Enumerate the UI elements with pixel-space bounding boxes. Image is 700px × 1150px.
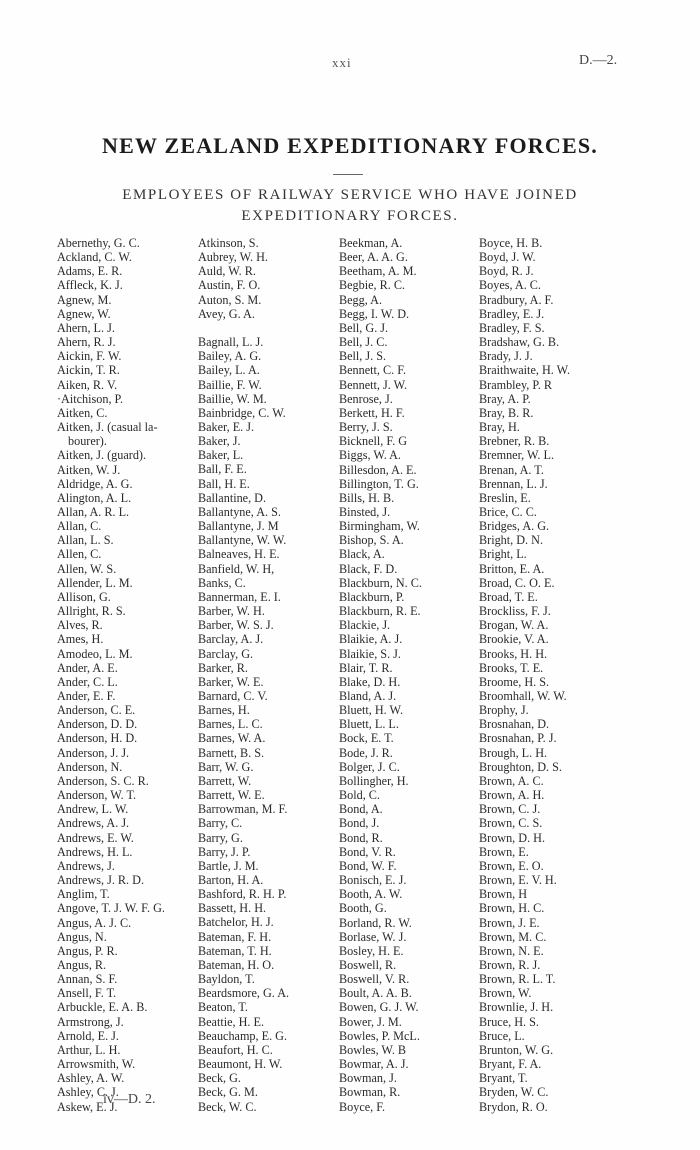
- name-entry: Brown, E. V. H.: [479, 873, 557, 888]
- name-entry: Boswell, R.: [339, 957, 397, 972]
- name-entry: Braithwaite, H. W.: [479, 363, 571, 378]
- name-entry: Blackburn, N. C.: [339, 575, 422, 590]
- name-entry: Binsted, J.: [339, 504, 391, 519]
- name-entry: Bills, H. B.: [339, 490, 395, 505]
- name-entry: Boyd, R. J.: [479, 264, 534, 279]
- name-entry: Brown, R. J.: [479, 957, 541, 972]
- title-rule: [333, 174, 363, 175]
- name-entry: Bryden, W. C.: [479, 1085, 549, 1100]
- name-entry: Brown, W.: [479, 986, 532, 1001]
- name-entry: Auton, S. M.: [198, 292, 262, 307]
- name-entry: Borlase, W. J.: [339, 929, 407, 944]
- name-entry: Aubrey, W. H.: [198, 250, 268, 265]
- name-entry: Blackie, J.: [339, 618, 391, 633]
- name-entry: Borland, R. W.: [339, 915, 412, 930]
- name-entry: Barnes, H.: [198, 703, 250, 718]
- name-entry: Bell, J. S.: [339, 349, 387, 364]
- name-entry: Agnew, M.: [57, 292, 112, 307]
- name-entry: Bryant, T.: [479, 1071, 528, 1086]
- name-entry: Brambley, P. R: [479, 377, 553, 392]
- name-entry: Bond, J.: [339, 816, 380, 831]
- name-entry: Angus, P. R.: [57, 943, 118, 958]
- name-entry: Barry, G.: [198, 830, 243, 845]
- name-entry: Bremner, W. L.: [479, 448, 554, 463]
- name-entry: Bell, J. C.: [339, 335, 388, 350]
- name-entry: Brown, H. C.: [479, 901, 545, 916]
- name-entry: Allender, L. M.: [57, 575, 133, 590]
- name-entry: Biggs, W. A.: [339, 448, 401, 463]
- name-entry: Aickin, T. R.: [57, 363, 120, 378]
- name-entry: Booth, G.: [339, 901, 387, 916]
- name-entry: Britton, E. A.: [479, 561, 545, 576]
- name-entry: Ballantyne, A. S.: [198, 504, 281, 519]
- name-entry: Barton, H. A.: [198, 873, 264, 888]
- name-entry: Ames, H.: [57, 632, 104, 647]
- name-entry: Anderson, J. J.: [57, 745, 130, 760]
- name-entry: Aldridge, A. G.: [57, 476, 133, 491]
- name-entry: Bradley, F. S.: [479, 320, 545, 335]
- name-entry: Barclay, A. J.: [198, 632, 264, 647]
- name-entry: Bradshaw, G. B.: [479, 335, 560, 350]
- name-entry: Bashford, R. H. P.: [198, 887, 287, 902]
- name-entry: Barry, J. P.: [198, 844, 251, 859]
- name-entry: Brough, L. H.: [479, 745, 548, 760]
- name-entry: Anderson, S. C. R.: [57, 773, 149, 788]
- name-entry: Andrews, H. L.: [57, 844, 133, 859]
- name-entry: Brydon, R. O.: [479, 1099, 548, 1114]
- name-entry: Bode, J. R.: [339, 745, 393, 760]
- name-entry: Agnew, W.: [57, 306, 111, 321]
- name-entry: Brooks, T. E.: [479, 660, 544, 675]
- name-entry: Aitken, J. (casual la-: [57, 420, 158, 435]
- name-entry: Begbie, R. C.: [339, 278, 406, 293]
- name-entry: Black, F. D.: [339, 561, 398, 576]
- name-entry: Avey, G. A.: [198, 306, 255, 321]
- name-entry: Beck, W. C.: [198, 1099, 257, 1114]
- names-column-3: [339, 236, 485, 1114]
- page-number: xxi: [332, 55, 352, 70]
- name-entry: Arnold, E. J.: [57, 1028, 119, 1043]
- name-entry: Allison, G.: [57, 589, 111, 604]
- name-entry: Barnard, C. V.: [198, 688, 268, 703]
- name-entry: Berkett, H. F.: [339, 405, 405, 420]
- name-entry: Bollingher, H.: [339, 773, 409, 788]
- name-entry: Barber, W. H.: [198, 604, 265, 619]
- name-entry: Blaikie, S. J.: [339, 646, 401, 661]
- name-entry: Bowmar, A. J.: [339, 1057, 409, 1072]
- name-entry: Bluett, L. L.: [339, 717, 399, 732]
- name-entry: ·Aitchison, P.: [57, 391, 124, 406]
- name-entry: Bright, D. N.: [479, 533, 543, 548]
- name-entry: Angus, R.: [57, 957, 107, 972]
- name-entry: Booth, A. W.: [339, 887, 403, 902]
- name-entry: Blackburn, R. E.: [339, 604, 421, 619]
- name-entry: Blaikie, A. J.: [339, 632, 403, 647]
- name-entry: Anderson, D. D.: [57, 717, 138, 732]
- name-entry: Andrews, E. W.: [57, 830, 134, 845]
- name-entry: Bond, R.: [339, 830, 383, 845]
- name-entry: Annan, S. F.: [57, 972, 118, 987]
- name-entry: Barrett, W. E.: [198, 788, 265, 803]
- name-entry: Beck, G.: [198, 1071, 241, 1086]
- name-entry: Boswell, V. R.: [339, 972, 410, 987]
- name-entry: Brown, C. J.: [479, 802, 541, 817]
- name-entry: Barry, C.: [198, 816, 243, 831]
- name-entry: Bainbridge, C. W.: [198, 405, 286, 420]
- name-entry: Ansell, F. T.: [57, 986, 117, 1001]
- name-entry: Breslin, E.: [479, 490, 531, 505]
- name-entry: Broughton, D. S.: [479, 759, 562, 774]
- name-entry: Baillie, W. M.: [198, 391, 267, 406]
- name-entry: Banks, C.: [198, 575, 246, 590]
- name-entry: Barker, R.: [198, 660, 248, 675]
- name-entry: Brown, A. H.: [479, 788, 545, 803]
- page-title: NEW ZEALAND EXPEDITIONARY FORCES.: [101, 133, 598, 158]
- name-entry: Bluett, H. W.: [339, 703, 403, 718]
- name-entry: Bowen, G. J. W.: [339, 1000, 419, 1015]
- name-entry: Beaton, T.: [198, 1000, 248, 1015]
- name-entry: Arrowsmith, W.: [57, 1057, 136, 1072]
- name-entry: Andrews, J.: [57, 858, 115, 873]
- name-entry: Allen, C.: [57, 547, 102, 562]
- name-entry: Bradley, E. J.: [479, 306, 545, 321]
- name-entry: Ander, E. F.: [57, 689, 116, 703]
- name-entry: Bartle, J. M.: [198, 858, 259, 873]
- name-entry: Boyd, J. W.: [479, 250, 536, 265]
- name-entry: Amodeo, L. M.: [57, 646, 133, 661]
- name-entry: Benrose, J.: [339, 391, 393, 406]
- name-entry: Brown, R. L. T.: [479, 972, 556, 987]
- name-entry: Allan, A. R. L.: [57, 504, 130, 519]
- name-entry: Beck, G. M.: [198, 1085, 258, 1100]
- name-entry: Billesdon, A. E.: [339, 462, 417, 477]
- name-entry: Boyce, F.: [339, 1099, 386, 1114]
- name-entry: Bruce, H. S.: [479, 1014, 539, 1029]
- name-entry: Brosnahan, D.: [479, 717, 550, 732]
- name-entry: Bowles, P. McL.: [339, 1028, 420, 1043]
- name-entry: Ahern, R. J.: [57, 335, 116, 350]
- name-entry: Bishop, S. A.: [339, 533, 404, 548]
- name-entry: Brown, A. C.: [479, 773, 544, 788]
- name-entry: Ander, C. L.: [57, 674, 118, 689]
- name-entry: Broad, C. O. E.: [479, 575, 555, 590]
- name-entry: Blackburn, P.: [339, 589, 405, 604]
- name-entry: Bateman, T. H.: [198, 943, 272, 958]
- name-entry: Blake, D. H.: [339, 674, 401, 689]
- names-column-2: [198, 236, 344, 1114]
- name-entry: Barr, W. G.: [198, 759, 254, 774]
- name-entry: Arbuckle, E. A. B.: [57, 1000, 148, 1015]
- name-entry: Bayldon, T.: [198, 972, 255, 987]
- name-entry: Ball, F. E.: [198, 462, 247, 477]
- name-entry: Abernethy, G. C.: [57, 236, 140, 250]
- name-entry: Brockliss, F. J.: [479, 604, 551, 619]
- name-entry: Andrews, J. R. D.: [57, 873, 145, 888]
- name-entry: Brady, J. J.: [479, 349, 533, 364]
- name-entry: Brown, E.: [479, 844, 529, 859]
- name-entry: Andrew, L. W.: [57, 802, 129, 817]
- name-entry: Angove, T. J. W. F. G.: [57, 901, 165, 916]
- name-entry: Allen, W. S.: [57, 561, 117, 576]
- name-entry: Bray, A. P.: [479, 391, 531, 406]
- name-entry: Barber, W. S. J.: [198, 618, 274, 633]
- section-subtitle: EMPLOYEES OF RAILWAY SERVICE WHO HAVE JOINED EXPEDITIONARY FORCES.: [122, 187, 578, 224]
- name-entry: Brown, E. O.: [479, 858, 544, 873]
- name-entry: Bennett, J. W.: [339, 377, 408, 392]
- name-entry: Brookie, V. A.: [479, 632, 549, 647]
- name-entry: Bannerman, E. I.: [198, 589, 281, 604]
- name-entry: Bowles, W. B: [339, 1042, 407, 1057]
- name-entry: Bennett, C. F.: [339, 363, 407, 378]
- name-entry: Bryant, F. A.: [479, 1057, 542, 1072]
- name-entry: Bold, C.: [339, 788, 380, 803]
- name-entry: Baker, E. J.: [198, 420, 255, 435]
- name-entry: Bolger, J. C.: [339, 759, 400, 774]
- name-entry: Ball, H. E.: [198, 476, 250, 491]
- name-entry: Brownlie, J. H.: [479, 1000, 554, 1015]
- name-entry: Brown, M. C.: [479, 929, 547, 944]
- name-entry: Beaufort, H. C.: [198, 1042, 273, 1057]
- name-entry: Brophy, J.: [479, 703, 529, 718]
- name-entry: Barrett, W.: [198, 773, 252, 788]
- name-entry: Bradbury, A. F.: [479, 292, 554, 307]
- name-entry: Aitken, W. J.: [57, 462, 121, 477]
- name-entry: Ballantine, D.: [198, 490, 267, 505]
- name-entry: Billington, T. G.: [339, 476, 419, 491]
- name-entry: Ashley, A. W.: [57, 1071, 125, 1086]
- name-entry: Bagnall, L. J.: [198, 335, 264, 350]
- name-entry: Aitken, J. (guard).: [57, 448, 147, 463]
- name-entry: Blair, T. R.: [339, 660, 393, 675]
- name-entry: Andrews, A. J.: [57, 816, 130, 831]
- name-entry: Bruce, L.: [479, 1028, 525, 1043]
- name-entry: Bicknell, F. G: [339, 434, 408, 449]
- name-entry: Bonisch, E. J.: [339, 873, 407, 888]
- name-entry: Baillie, F. W.: [198, 377, 262, 392]
- name-entry: Ballantyne, J. M: [198, 519, 279, 534]
- name-entry: Anderson, C. E.: [57, 703, 136, 718]
- name-entry: Bright, L.: [479, 547, 527, 562]
- name-entry: Barnett, B. S.: [198, 745, 265, 760]
- name-entry: Berry, J. S.: [339, 420, 393, 435]
- name-entry: Angus, N.: [57, 929, 107, 944]
- name-entry: Brown, C. S.: [479, 816, 543, 831]
- name-entry: Bailey, L. A.: [198, 363, 260, 378]
- name-entry: Alington, A. L.: [57, 490, 132, 505]
- name-entry: Armstrong, J.: [57, 1014, 124, 1029]
- name-entry: Allright, R. S.: [57, 604, 126, 619]
- name-entry: Batchelor, H. J.: [198, 915, 274, 930]
- name-entry: Brenan, A. T.: [479, 462, 544, 477]
- name-entry: Brooks, H. H.: [479, 646, 548, 661]
- name-entry: Ahern, L. J.: [57, 320, 115, 335]
- name-entry: Boult, A. A. B.: [339, 986, 412, 1001]
- name-entry: Bell, G. J.: [339, 320, 389, 335]
- name-entry: Beauchamp, E. G.: [198, 1028, 288, 1043]
- name-entry: Banfield, W. H,: [198, 561, 275, 576]
- name-entry: Beardsmore, G. A.: [198, 986, 290, 1001]
- name-entry: Angus, A. J. C.: [57, 915, 132, 930]
- name-entry: [198, 321, 344, 335]
- name-entry: Broome, H. S.: [479, 674, 550, 689]
- name-entry: Allan, L. S.: [57, 533, 114, 548]
- names-column-4: [479, 236, 625, 1114]
- name-entry: Beetham, A. M.: [339, 264, 417, 279]
- name-entry: Bland, A. J.: [339, 689, 397, 703]
- name-entry: Brennan, L. J.: [479, 476, 548, 491]
- name-entry: Barclay, G.: [198, 646, 254, 661]
- name-entry: Barker, W. E.: [198, 674, 264, 689]
- name-entry: Brogan, W. A.: [479, 618, 549, 633]
- name-entry: Barrowman, M. F.: [198, 802, 288, 817]
- name-entry: Balneaves, H. E.: [198, 547, 280, 562]
- name-entry: Brosnahan, P. J.: [479, 731, 557, 746]
- name-entry: Ander, A. E.: [57, 660, 118, 675]
- name-entry: Adams, E. R.: [57, 264, 123, 279]
- name-entry: Bateman, F. H.: [198, 929, 272, 944]
- name-entry: Anderson, H. D.: [57, 731, 138, 746]
- name-entry: Aiken, R. V.: [57, 377, 118, 392]
- name-entry: Ashley, C. J.: [57, 1085, 119, 1100]
- name-entry: Bateman, H. O.: [198, 957, 275, 972]
- name-entry: Askew, E. J.: [57, 1099, 118, 1114]
- name-entry: Bond, W. F.: [339, 858, 397, 873]
- name-entry: Barnes, W. A.: [198, 731, 266, 746]
- name-entry: Bailey, A. G.: [198, 349, 262, 364]
- name-entry: Bower, J. M.: [339, 1014, 402, 1029]
- footer-reference: iv—D. 2.: [103, 1092, 156, 1107]
- name-entry: Black, A.: [339, 547, 385, 562]
- name-entry: Boyce, H. B.: [479, 236, 543, 250]
- names-column-1: [57, 236, 203, 1114]
- name-entry: Ackland, C. W.: [57, 250, 132, 265]
- name-entry: Bray, B. R.: [479, 405, 534, 420]
- name-entry: Brown, N. E.: [479, 943, 544, 958]
- name-entry: Austin, F. O.: [198, 278, 261, 293]
- name-entry: Beattie, H. E.: [198, 1014, 264, 1029]
- name-entry: Beaumont, H. W.: [198, 1057, 283, 1072]
- name-entry: Beekman, A.: [339, 236, 403, 250]
- name-entry: Bowman, R.: [339, 1085, 401, 1100]
- name-entry: Affleck, K. J.: [57, 278, 123, 293]
- name-entry: Bridges, A. G.: [479, 519, 550, 534]
- name-entry: Bowman, J.: [339, 1071, 397, 1086]
- name-entry: Anderson, N.: [57, 759, 123, 774]
- name-entry: Broad, T. E.: [479, 589, 538, 604]
- name-entry: Baker, L.: [198, 448, 244, 463]
- paper-reference: D.—2.: [579, 53, 618, 68]
- name-entry: Brice, C. C.: [479, 504, 537, 519]
- name-entry: Bond, A.: [339, 802, 383, 817]
- name-entry: Begg, I. W. D.: [339, 306, 410, 321]
- name-entry: Brown, J. E.: [479, 915, 540, 930]
- name-entry: Birmingham, W.: [339, 519, 420, 534]
- name-entry: Aickin, F. W.: [57, 349, 122, 364]
- name-entry: Bock, E. T.: [339, 731, 394, 746]
- name-entry: Brebner, R. B.: [479, 434, 550, 449]
- name-entry: Anderson, W. T.: [57, 788, 137, 803]
- name-entry: Barnes, L. C.: [198, 717, 263, 732]
- name-entry: Bond, V. R.: [339, 844, 396, 859]
- name-entry: Alves, R.: [57, 618, 103, 633]
- name-entry: Bassett, H. H.: [198, 901, 267, 916]
- name-entry: Anglim, T.: [57, 887, 110, 902]
- name-entry: bourer).: [68, 434, 107, 449]
- name-entry: Arthur, L. H.: [57, 1042, 121, 1057]
- name-entry: Allan, C.: [57, 519, 102, 534]
- name-entry: Brown, D. H.: [479, 830, 546, 845]
- name-entry: Bray, H.: [479, 420, 520, 435]
- name-entry: Brunton, W. G.: [479, 1042, 554, 1057]
- name-entry: Beer, A. A. G.: [339, 250, 408, 265]
- name-entry: Broomhall, W. W.: [479, 689, 567, 703]
- name-entry: Bosley, H. E.: [339, 943, 404, 958]
- name-entry: Auld, W. R.: [198, 264, 256, 279]
- name-entry: Ballantyne, W. W.: [198, 533, 287, 548]
- name-entry: Atkinson, S.: [198, 236, 259, 250]
- name-entry: Aitken, C.: [57, 405, 108, 420]
- name-entry: Begg, A.: [339, 292, 382, 307]
- name-entry: Brown, H: [479, 887, 528, 902]
- name-entry: Baker, J.: [198, 434, 241, 449]
- name-entry: Boyes, A. C.: [479, 278, 541, 293]
